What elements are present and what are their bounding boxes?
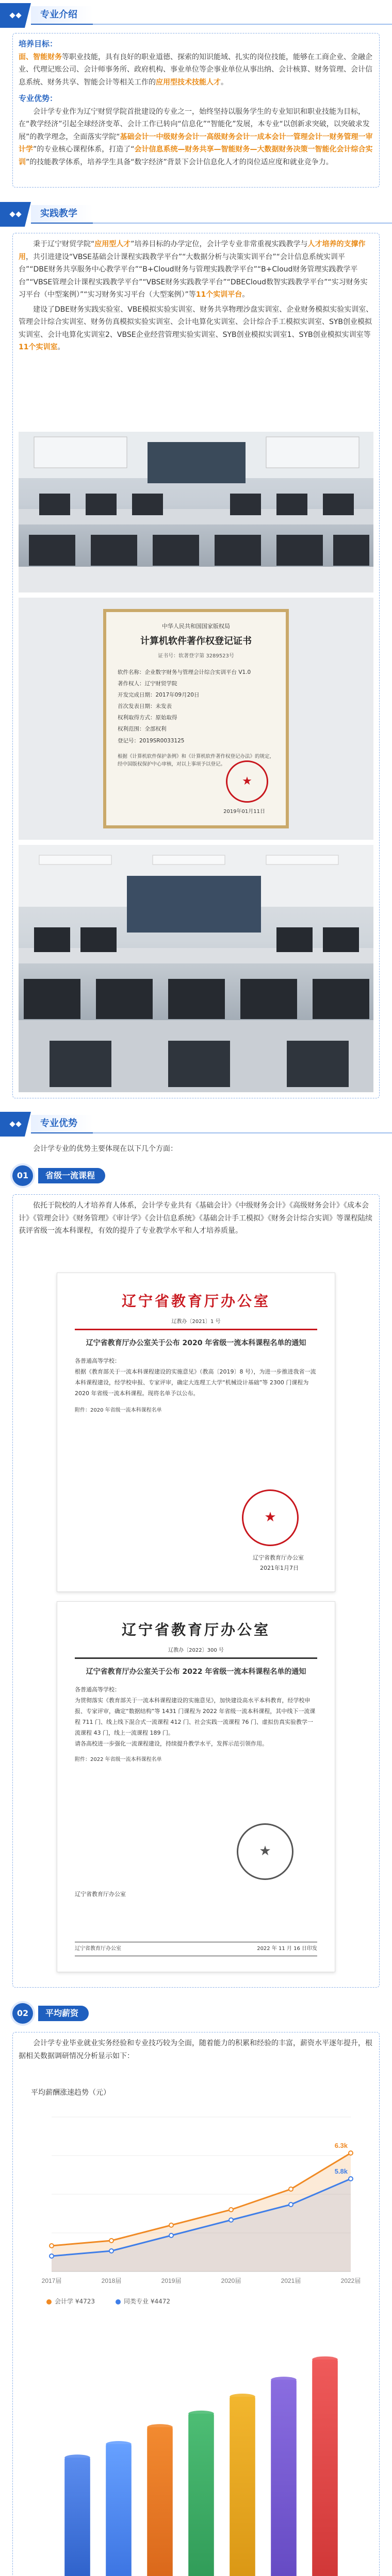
cert-header: 中华人民共和国国家版权局 bbox=[162, 623, 230, 630]
data-point bbox=[109, 2239, 113, 2243]
x-tick-label: 2019届 bbox=[161, 2277, 182, 2284]
doc1-title: 辽宁省教育厅办公室关于公布 2020 年省级一流本科课程名单的通知 bbox=[86, 1339, 306, 1347]
course-text: 依托于院校的人才培养育人体系，会计学专业共有《基础会计》《中级财务会计》《高级财务会计》《成本会计》《管理会计》《财务管理》《审计学》《会计信息系统》《基础会计手工模拟》《财务会计综合实训》等课程陆续获评省级一流本科课程，有效的提升了专业教学水平和人才培养质量。 bbox=[19, 1201, 372, 1235]
feature-label: 专业优势： bbox=[19, 94, 58, 103]
data-label: 5.8k bbox=[334, 2167, 348, 2175]
doc2-appendix: 附件：2022 年省级一流本科课程名单 bbox=[75, 1756, 162, 1762]
lab-photo-2 bbox=[19, 845, 373, 1092]
data-point bbox=[289, 2187, 293, 2191]
item-title: 省级一流课程 bbox=[38, 1168, 105, 1183]
certificate-photo bbox=[19, 598, 373, 840]
data-point bbox=[50, 2254, 54, 2258]
doc2-footer: 辽宁省教育厅办公室 2022 年 11 月 16 日印发 bbox=[75, 1942, 317, 1956]
line-chart-svg bbox=[31, 2102, 361, 2292]
x-tick-label: 2021届 bbox=[281, 2277, 301, 2284]
salary-line-chart bbox=[31, 2087, 361, 2313]
cert-line: 软件名称：企业数字财务与管理会计综合实训平台 V1.0 bbox=[118, 669, 251, 676]
x-tick-label: 2018届 bbox=[101, 2277, 122, 2284]
goal-text: 等职业技能，具有良好的职业道德、探索的知识能域、扎实的岗位技能，能够在工商企业、金融企业、代理记账公司、会计师事务所、政府机构、事业单位等企事业单位从事出纳、会计核算、财务管理、会计信息系统、财务共享、智能会计等相关工作的 bbox=[19, 53, 372, 87]
doc1-date: 2021年1月7日 bbox=[260, 1565, 299, 1571]
copyright-certificate bbox=[103, 609, 289, 828]
bar bbox=[147, 2427, 173, 2576]
x-tick-label: 2017届 bbox=[41, 2277, 62, 2284]
legend-item: 同类专业 ¥4472 bbox=[116, 2296, 170, 2307]
doc2-seal: ★ bbox=[237, 1823, 293, 1880]
section-title: 专业介绍 bbox=[31, 6, 93, 25]
section-number bbox=[0, 202, 31, 227]
cert-line: 首次发表日期：未发表 bbox=[118, 703, 172, 710]
bar-cap bbox=[230, 2394, 255, 2400]
goal-highlight: 面、智能财务 bbox=[19, 53, 62, 61]
bar-cap bbox=[188, 2411, 214, 2417]
data-label: 6.3k bbox=[334, 2141, 348, 2149]
bar-cap bbox=[312, 2357, 338, 2363]
item-title: 平均薪资 bbox=[38, 2006, 89, 2021]
doc1-seal: ★ bbox=[242, 1489, 299, 1546]
doc2-body: 各普通高等学校： 为贯彻落实《教育部关于一流本科课程建设的实施意见》，加快建设高水平本科教育，经学校申报、专家评审，确定“数据结构”等 1431 门课程为 2022 年省级一流本科课程，其中线下一流课程 711 门、线上线下混合式一流课程 412 门、社会实践一流课程 76 门、虚拟仿真实验教学一流课程 43 门，线上一流课程 189 门。 请各高校进一步强化一流课程建设，持续提升教学水平，发挥示范引领作用。 bbox=[75, 1686, 316, 1747]
cert-line: 权利取得方式：原始取得 bbox=[118, 715, 177, 721]
doc1-stamp-text: 辽宁省教育厅办公室 bbox=[253, 1554, 304, 1561]
doc2-number: 辽教办〔2022〕300 号 bbox=[168, 1648, 224, 1653]
data-point bbox=[229, 2208, 233, 2212]
data-point bbox=[349, 2151, 353, 2155]
cert-line: 登记号：2019SR0033125 bbox=[118, 737, 185, 744]
x-tick-label: 2022届 bbox=[340, 2277, 361, 2284]
item-number-badge: 01 bbox=[12, 1165, 33, 1186]
bar bbox=[312, 2360, 338, 2576]
legend-item: 会计学 ¥4723 bbox=[46, 2296, 95, 2307]
lab-photo-1 bbox=[19, 432, 373, 592]
goal-label: 培养目标： bbox=[19, 39, 58, 48]
section-number bbox=[0, 3, 31, 28]
bar-chart-svg bbox=[31, 2329, 361, 2576]
bar bbox=[64, 2458, 90, 2576]
cert-date: 2019年01月11日 bbox=[223, 808, 265, 815]
cert-title: 计算机软件著作权登记证书 bbox=[140, 636, 252, 647]
lab-photo-1-illustration bbox=[19, 432, 373, 592]
data-point bbox=[50, 2244, 54, 2248]
feature-highlight: 基础会计一中级财务会计一高级财务会计一成本会计一管理会计一财务管理一审计学 bbox=[19, 132, 373, 154]
x-tick-label: 2020届 bbox=[221, 2277, 241, 2284]
data-point bbox=[169, 2233, 173, 2238]
practice-text-1: 秉于辽宁财贸学院“应用型人才”培养目标的办学定位，会计学专业非常重视实践教学与人才培养的支撑作用，共引进建设“VBSE基础会计课程实践教学平台”“大数据分析与决策实训平台”“会计信息系统实训平台”“DBE财务共享服务中心教学平台”“B+Cloud财务与管理实践教学平台”“B+Cloud财务管理实践教学平台”“VBSE管理会计课程实践教学平台”“VBSE财务实践教学平台”“DBECloud数智实践教学平台”“实习财务实习平台（中型案例）”“实习财务实习平台（大型案例）”等11个实训平台。 建设了DBE财务实践实验室、VBE模拟实验实训室、财务共享物理沙盘实训室、企业财务模拟实验实训室、管理会计综合实训室、财务仿真模拟实验实训室、会计电算化实训室、会计综合手工模拟实训室、SYB创业模拟实训室、会计电算化实训室2、VBSE企业经营管理实验实训室、SYB创业模拟实训室1、SYB创业模拟实训室等11个实训室。 bbox=[19, 240, 373, 351]
doc2-title: 辽宁省教育厅办公室关于公布 2022 年省级一流本科课程名单的通知 bbox=[86, 1668, 306, 1676]
cert-footnote: 根据《计算机软件保护条例》和《计算机软件著作权登记办法》的规定，经中国版权保护中心审核，对以上事项予以登记。 bbox=[118, 753, 275, 767]
cert-line: 著作权人：辽宁财贸学院 bbox=[118, 681, 177, 687]
intro-goal: 培养目标： 面、智能财务等职业技能，具有良好的职业道德、探索的知识能域、扎实的岗位技能，能够在工商企业、金融企业、代理记账公司、会计师事务所、政府机构、事业单位等企事业单位从事出纳、会计核算、财务管理、会计信息系统、财务共享、智能会计等相关工作的应用型技术技能人才。 专业优势： 会计学专业作为辽宁财贸学院首批建设的专业之一，始终坚持以服务学生的专业知识和职业技能为目标，在“教学经济”引起全球经济变革、会计工作已转向“信息化”“智能化”发展，本专业“以创新求突破，以突破求发展”的教学理念，全面落实学院“基础会计一中级财务会计一高级财务会计一成本会计一管理会计一财务管理一审计学”的专业核心课程体系，打造了“会计信息系统—财务共享—智能财务—大数据财务决策一智能化会计综合实训”的技能教学体系，培养学生具备“数字经济”背景下会计信息化人才的岗位适应度和就业竞争力。 bbox=[19, 39, 373, 166]
doc1-header: 辽宁省教育厅办公室 bbox=[121, 1293, 270, 1310]
bar bbox=[271, 2380, 297, 2576]
salary-bar-chart bbox=[31, 2329, 361, 2576]
cert-seal: ★ bbox=[226, 760, 268, 803]
doc1-number: 辽教办〔2021〕1 号 bbox=[171, 1319, 221, 1325]
goal-highlight-2: 应用型技术技能人才 bbox=[156, 78, 221, 87]
bar bbox=[106, 2444, 132, 2576]
cert-lines bbox=[118, 667, 274, 746]
cert-number: 证书号：软著登字第 3289523号 bbox=[158, 653, 234, 659]
lab-photo-2-illustration bbox=[19, 845, 373, 1092]
bar-cap bbox=[64, 2454, 90, 2461]
salary-text: 会计学专业毕业就业实务经验和专业技巧较为全面，随着能力的积累和经验的丰富，薪资水平逐年提升，根据相关数据调研情况分析显示如下： bbox=[19, 2039, 372, 2060]
advantage-intro: 会计学专业的优势主要体现在以下几个方面： bbox=[33, 1145, 177, 1153]
doc2-header: 辽宁省教育厅办公室 bbox=[121, 1621, 270, 1638]
bar-cap bbox=[106, 2441, 132, 2447]
data-point bbox=[109, 2249, 113, 2253]
doc2-signature: 辽宁省教育厅办公室 bbox=[75, 1891, 126, 1897]
section-bar-practice bbox=[0, 202, 392, 227]
cert-line: 权利范围：全部权利 bbox=[118, 726, 167, 733]
data-point bbox=[349, 2177, 353, 2181]
doc1-body: 各普通高等学校： 根据《教育部关于一流本科课程建设的实施意见》（教高〔2019〕8 号），为进一步推进我省一流本科课程建设，经学校申报、专家评审，确定大连理工大学“机械设计基础”等 2300 门课程为 2020 年省级一流本科课程。现将名单予以公布。 bbox=[75, 1358, 316, 1397]
data-point bbox=[229, 2218, 233, 2222]
doc1-appendix: 附件：2020 年省级一流本科课程名单 bbox=[75, 1407, 162, 1413]
cert-line: 开发完成日期：2017年09月20日 bbox=[118, 692, 200, 699]
section-title: 专业优势 bbox=[31, 1115, 93, 1133]
item-number-badge: 02 bbox=[12, 2003, 33, 2024]
bar bbox=[188, 2414, 214, 2576]
bar bbox=[230, 2397, 255, 2576]
course-notice-2020 bbox=[57, 1273, 335, 1592]
section-bar-intro bbox=[0, 3, 392, 28]
data-point bbox=[289, 2202, 293, 2207]
data-point bbox=[169, 2223, 173, 2227]
section-title: 实践教学 bbox=[31, 205, 93, 224]
course-notice-2022 bbox=[57, 1601, 335, 1972]
feature-highlight-2: 会计信息系统—财务共享—智能财务—大数据财务决策一智能化会计综合实训 bbox=[19, 145, 373, 166]
bar-cap bbox=[147, 2424, 173, 2430]
section-number bbox=[0, 1112, 31, 1137]
line-chart-legend bbox=[31, 2296, 361, 2307]
section-bar-advantage bbox=[0, 1112, 392, 1137]
bar-cap bbox=[271, 2377, 297, 2383]
line-chart-title: 平均薪酬涨速趋势（元） bbox=[31, 2089, 110, 2097]
